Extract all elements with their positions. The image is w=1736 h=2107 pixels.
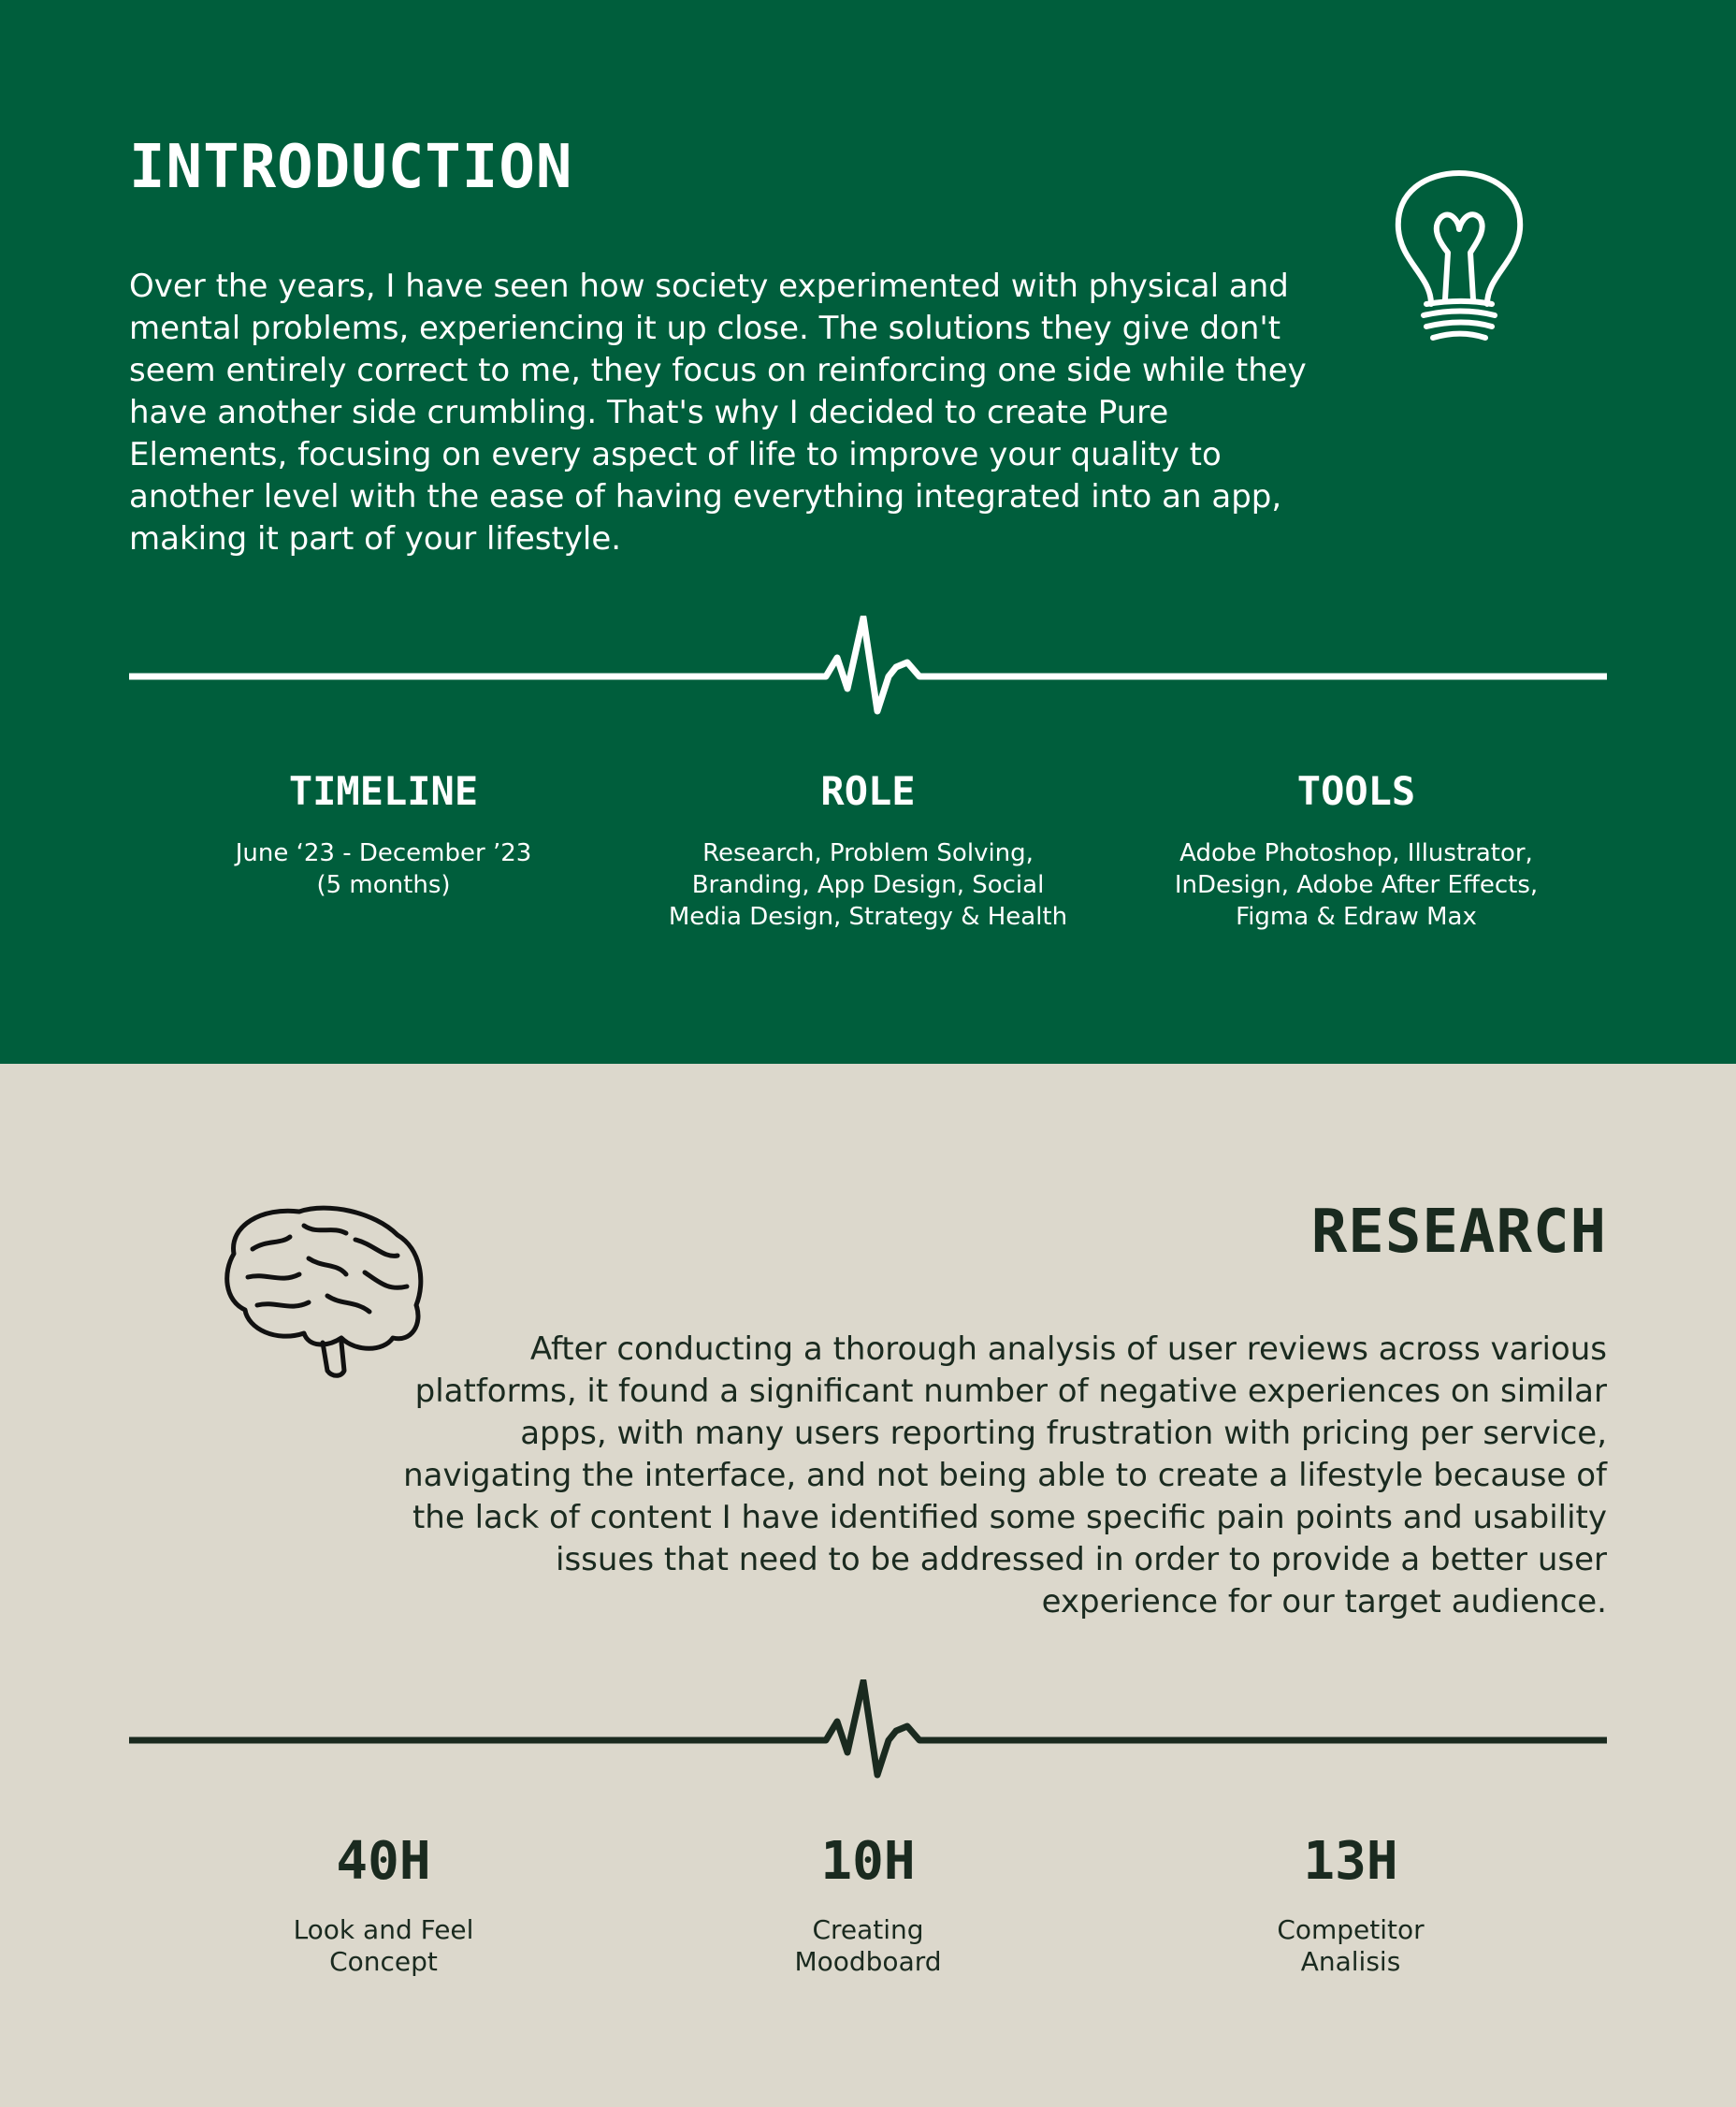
stat-label: Look and Feel Concept: [293, 1914, 474, 1977]
lightbulb-icon: [1375, 164, 1543, 351]
heartbeat-line-icon: [129, 1679, 1607, 1792]
timeline-column: [187, 768, 580, 901]
role-text: Research, Problem Solving, Branding, App Design, Social Media Design, Strategy & Health: [668, 839, 1068, 931]
research-text: After conducting a thorough analysis of user reviews across various platforms, it found a significant number of negative experiences on similar apps, with many users reporting frustration with pricing per service, navigating the interface, and not being able to create a lifestyle because of the lack of content I have identified some specific pain points and usability issues that need to be addressed in order to provide a better user experience for our target audience.: [403, 1330, 1607, 1620]
introduction-title: INTRODUCTION: [129, 133, 573, 202]
stat-value: 40H: [336, 1831, 431, 1892]
heartbeat-line-icon: [129, 616, 1607, 728]
stat-value: 13H: [1303, 1831, 1398, 1892]
timeline-text: June ‘23 - December ’23 (5 months): [235, 839, 532, 899]
stat-moodboard: [728, 1831, 1008, 1978]
tools-text: Adobe Photoshop, Illustrator, InDesign, Adobe After Effects, Figma & Edraw Max: [1174, 839, 1539, 931]
stat-value: 10H: [820, 1831, 916, 1892]
timeline-title: TIMELINE: [288, 768, 479, 814]
role-column: [655, 768, 1081, 933]
tools-title: TOOLS: [1296, 768, 1416, 814]
stat-look-and-feel: [243, 1831, 524, 1978]
stat-competitor-analysis: [1210, 1831, 1491, 1978]
stat-label: Creating Moodboard: [794, 1914, 942, 1977]
research-title: RESEARCH: [1310, 1198, 1607, 1267]
introduction-text: Over the years, I have seen how society experimented with physical and mental problems, experiencing it up close. The solutions they give don't seem entirely correct to me, they focus on reinforcing one side while they have another side crumbling. That's why I decided to create Pure Elements, focusing on every aspect of life to improve your quality to another level with the ease of having everything integrated into an app, making it part of your lifestyle.: [129, 268, 1307, 558]
role-title: ROLE: [820, 768, 916, 814]
stat-label: Competitor Analisis: [1277, 1914, 1425, 1977]
tools-column: [1141, 768, 1571, 933]
